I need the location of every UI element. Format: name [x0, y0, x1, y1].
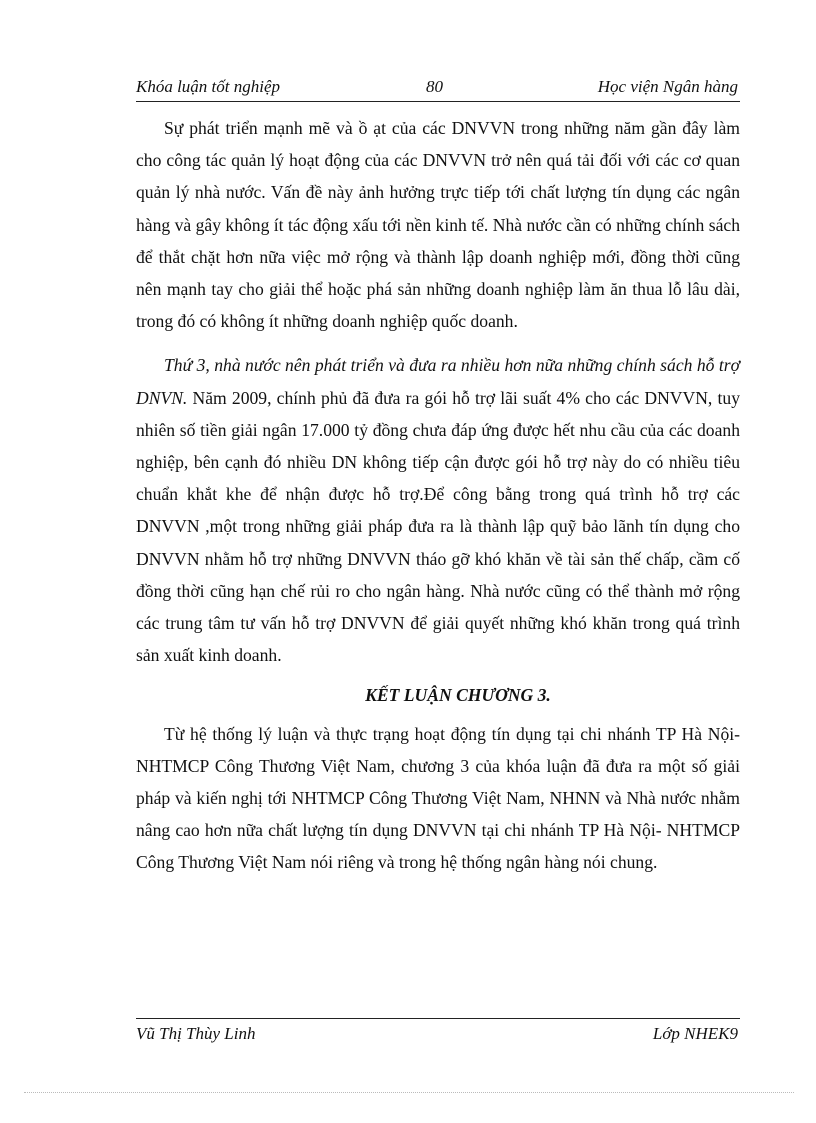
- footer-class: Lớp NHEK9: [652, 1024, 738, 1043]
- header-thesis-label: Khóa luận tốt nghiệp: [136, 77, 281, 96]
- footer-author: Vũ Thị Thùy Linh: [136, 1024, 256, 1043]
- chapter-conclusion-heading: KẾT LUẬN CHƯƠNG 3.: [365, 685, 551, 706]
- paragraph-3: Từ hệ thống lý luận và thực trạng hoạt động tín dụng tại chi nhánh TP Hà Nội- NHTMCP Công Thương Việt Nam, chương 3 của khóa luận đã đưa ra một số giải pháp và kiến nghị tới NHTMCP Công Thương Việt Nam, NHNN và Nhà nước nhằm nâng cao hơn nữa chất lượng tín dụng DNVVN tại chi nhánh TP Hà Nội- NHTMCP Công Thương Việt Nam nói riêng và trong hệ thống ngân hàng nói chung.: [136, 723, 740, 873]
- page-header: [136, 75, 740, 102]
- paragraph-2: [136, 349, 740, 671]
- paragraph-2-italic: Thứ 3, nhà nước nên phát triển và đưa ra nhiều hơn nữa những chính sách hỗ trợ DNVN.: [136, 355, 740, 408]
- header-institution: Học viện Ngân hàng: [597, 77, 738, 96]
- page-bottom-divider: [24, 1092, 794, 1093]
- paragraph-2-rest: Năm 2009, chính phủ đã đưa ra gói hỗ trợ lãi suất 4% cho các DNVVN, tuy nhiên số tiền giải ngân 17.000 tỷ đồng chưa đáp ứng được hết nhu cầu của các doanh nghiệp, bên cạnh đó nhiều DN không tiếp cận được gói hỗ trợ này do có nhiều tiêu chuẩn khắt khe để nhận được hỗ trợ.Để công bằng trong quá trình hỗ trợ các DNVVN ,một trong những giải pháp đưa ra là thành lập quỹ bảo lãnh tín dụng cho DNVVN nhằm hỗ trợ những DNVVN tháo gỡ khó khăn về tài sản thế chấp, cầm cố đồng thời cũng hạn chế rủi ro cho ngân hàng. Nhà nước cũng có thể thành mở rộng các trung tâm tư vấn hỗ trợ DNVVN để giải quyết những khó khăn trong quá trình sản xuất kinh doanh.: [136, 387, 740, 666]
- body-text: [136, 112, 740, 879]
- page-number: 80: [426, 77, 443, 96]
- page-footer: [136, 1018, 740, 1047]
- paragraph-1: Sự phát triển mạnh mẽ và ồ ạt của các DNVVN trong những năm gần đây làm cho công tác quản lý hoạt động của các DNVVN trở nên quá tải đối với các cơ quan quản lý nhà nước. Vấn đề này ảnh hưởng trực tiếp tới chất lượng tín dụng các ngân hàng và gây không ít tác động xấu tới nền kinh tế. Nhà nước cần có những chính sách để thắt chặt hơn nữa việc mở rộng và thành lập doanh nghiệp mới, đồng thời cũng nên mạnh tay cho giải thể hoặc phá sản những doanh nghiệp làm ăn thua lỗ lâu dài, trong đó có không ít những doanh nghiệp quốc doanh.: [136, 118, 740, 332]
